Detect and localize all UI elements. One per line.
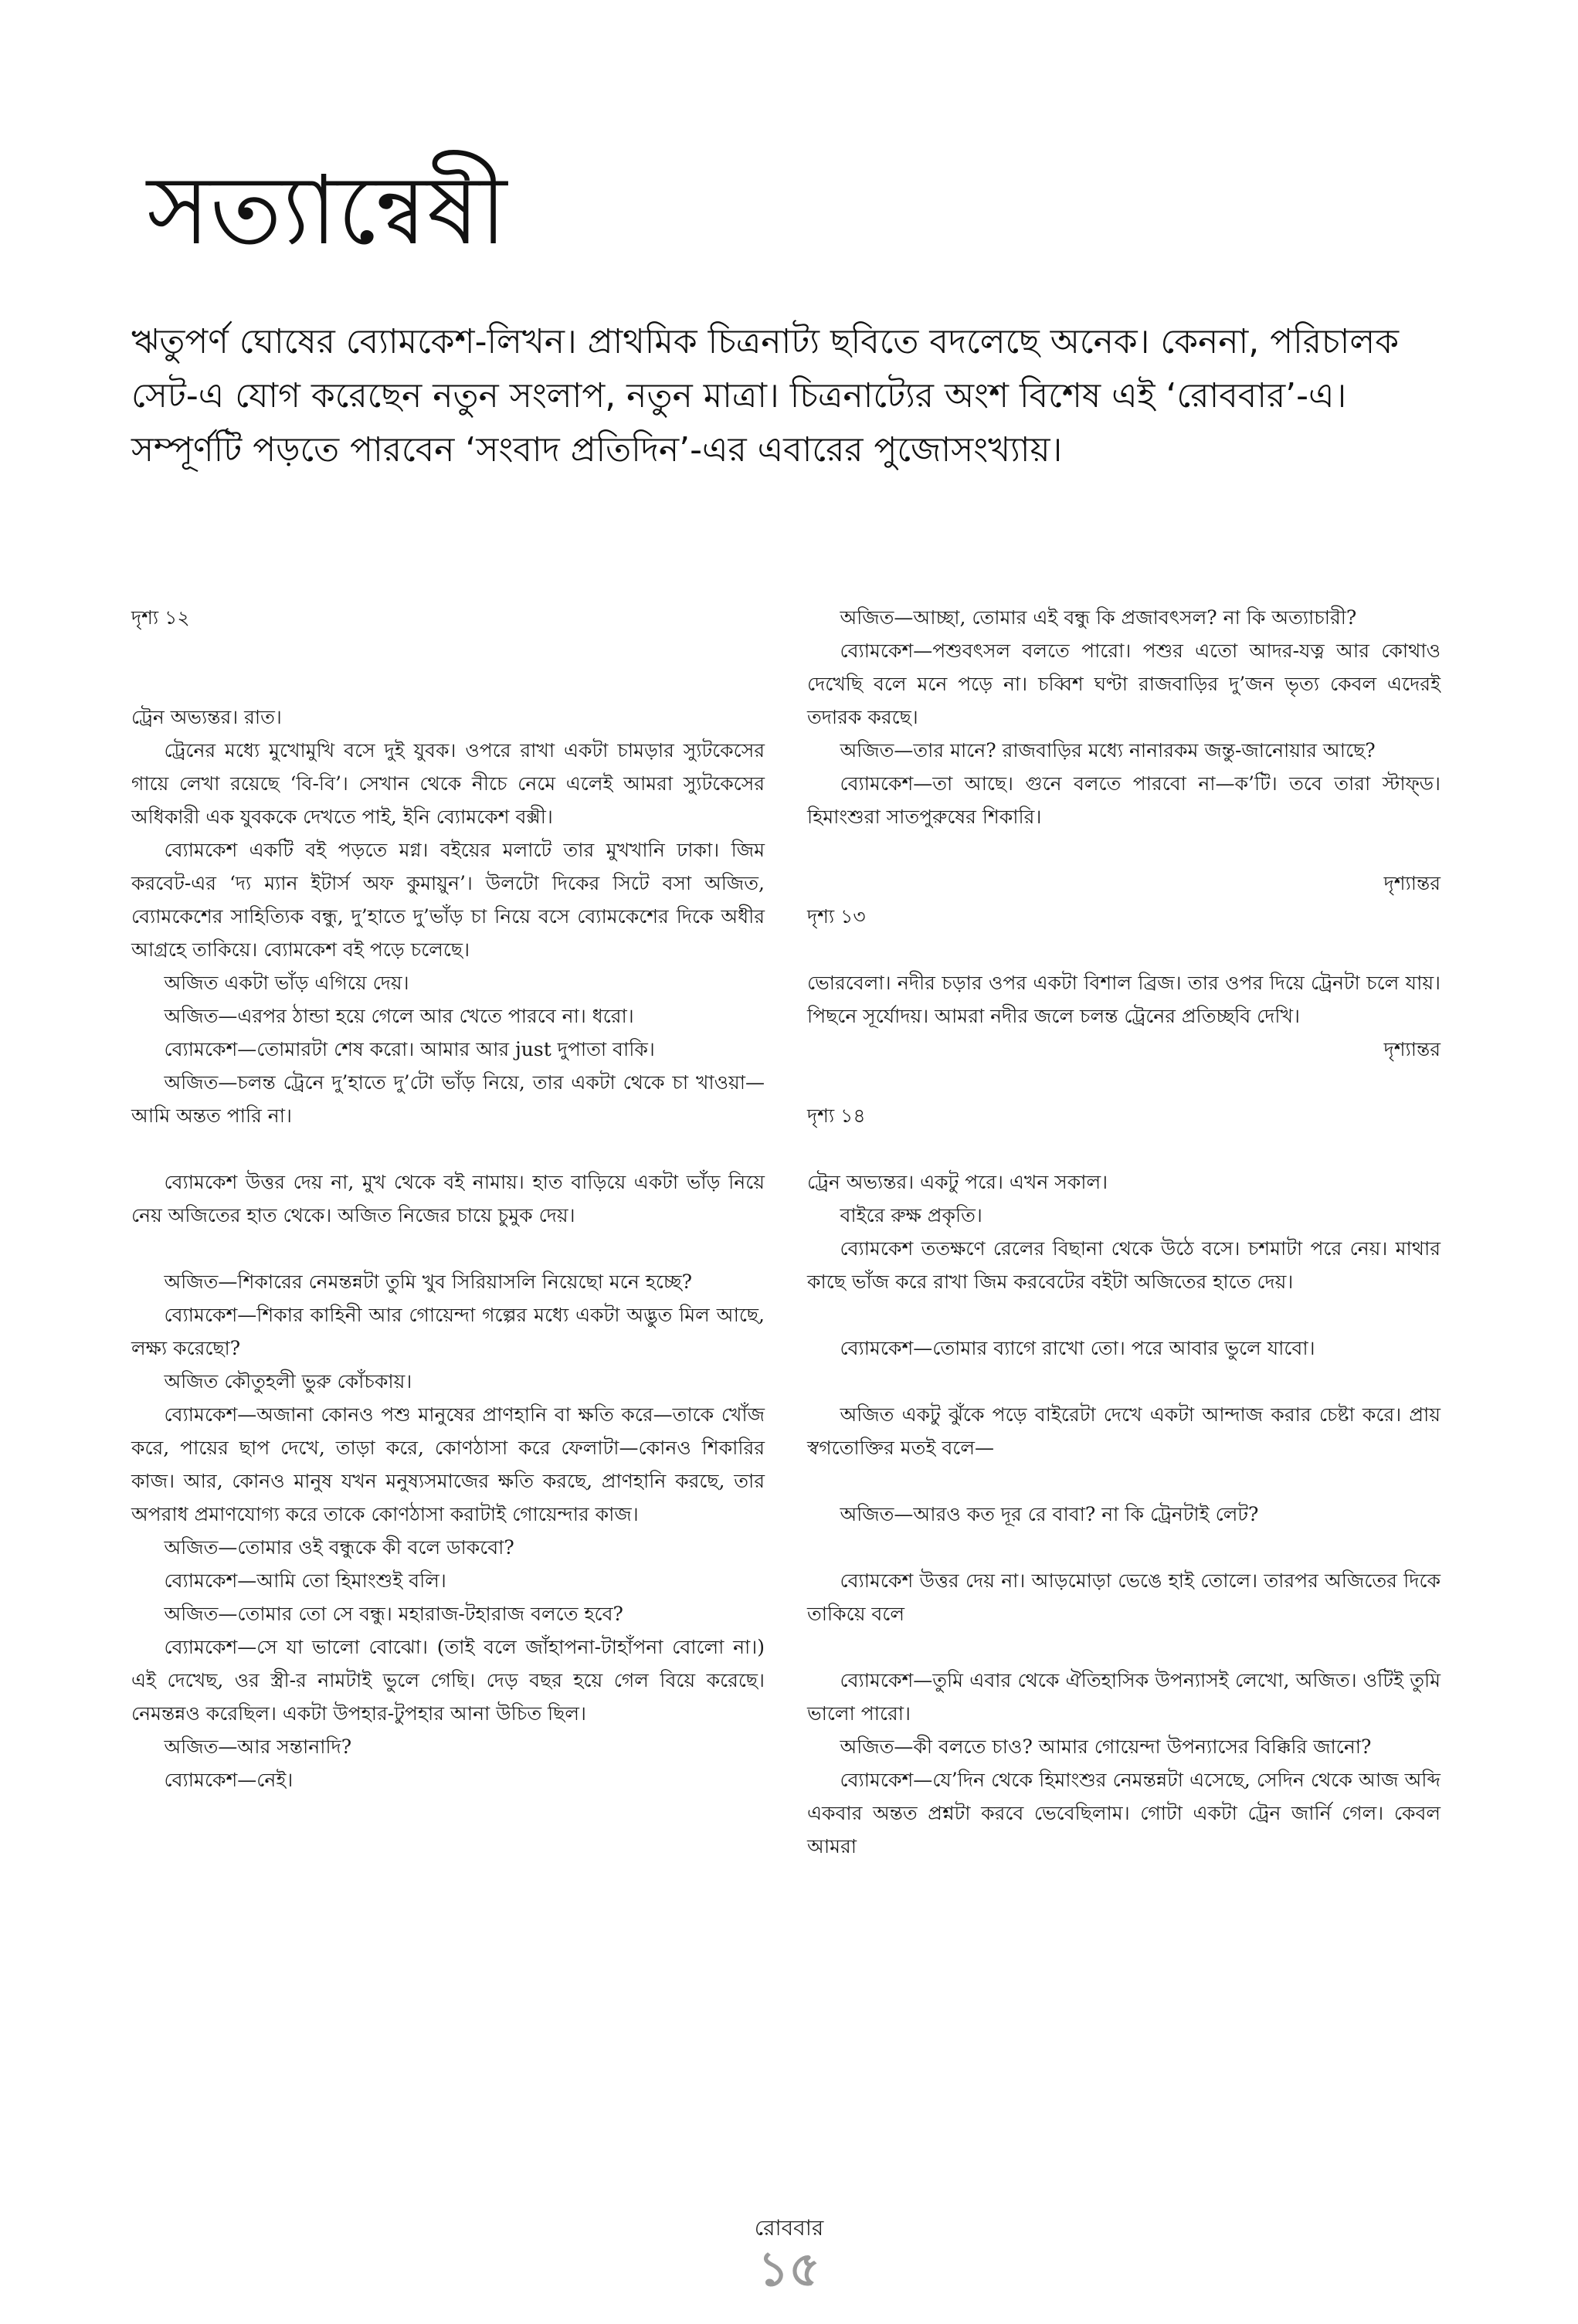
paragraph: ট্রেনের মধ্যে মুখোমুখি বসে দুই যুবক। ওপরে রাখা একটা চামড়ার স্যুটকেসের গায়ে লেখা রয়েছে ‘বি-বি’। সেখান থেকে নীচে নেমে এলেই আমরা স্যুটকেসের অধিকারী এক যুবককে দেখতে পাই, ইনি ব্যোমকেশ বক্সী। [131, 739, 765, 828]
dialogue: অজিত—কী বলতে চাও? আমার গোয়েন্দা উপন্যাসের বিক্কিরি জানো? [840, 1735, 1372, 1758]
spacer [807, 1531, 1441, 1564]
page-footer [0, 2215, 1578, 2297]
scene-heading: দৃশ্য ১৪ [807, 1104, 866, 1127]
page-title: সত্যান্বেষী [147, 155, 507, 266]
dialogue: ব্যোমকেশ—যে’দিন থেকে হিমাংশুর নেমন্তন্নটা এসেছে, সেদিন থেকে আজ অব্দি একবার অন্তত প্রশ্নটা করবে ভেবেছিলাম। গোটা একটা ট্রেন জার্নি গেল। কেবল আমরা [807, 1769, 1441, 1858]
dialogue: ব্যোমকেশ—তা আছে। গুনে বলতে পারবো না—ক’টি। তবে তারা স্টাফ্‌ড। হিমাংশুরা সাতপুরুষের শিকারি। [807, 772, 1441, 828]
page-number: ১৫ [758, 2241, 820, 2297]
spacer [807, 833, 1441, 867]
dialogue: অজিত—আর সন্তানাদি? [164, 1735, 352, 1758]
spacer [807, 1630, 1441, 1664]
dialogue: ব্যোমকেশ—পশুবৎসল বলতে পারো। পশুর এতো আদর-যত্ন আর কোথাও দেখেছি বলে মনে পড়ে না। চব্বিশ ঘণ্টা রাজবাড়ির দু’জন ভৃত্য কেবল এদেরই তদারক করছে। [807, 640, 1441, 728]
scene-transition: দৃশ্যান্তর [1383, 872, 1441, 894]
intro-paragraph: ঋতুপর্ণ ঘোষের ব্যোমকেশ-লিখন। প্রাথমিক চিত্রনাট্য ছবিতে বদলেছে অনেক। কেননা, পরিচালক সেট-এ যোগ করেছেন নতুন সংলাপ, নতুন মাত্রা। চিত্রনাট্যের অংশ বিশেষ এই ‘রোববার’-এ। সম্পূর্ণটি পড়তে পারবেন ‘সংবাদ প্রতিদিন’-এর এবারের পুজোসংখ্যায়। [131, 322, 1399, 470]
spacer [807, 933, 1441, 966]
dialogue: ব্যোমকেশ—আমি তো হিমাংশুই বলি। [164, 1569, 446, 1592]
dialogue: অজিত—আরও কত দূর রে বাবা? না কি ট্রেনটাই লেট? [840, 1503, 1259, 1525]
left-column [131, 601, 765, 1796]
dialogue: ব্যোমকেশ—শিকার কাহিনী আর গোয়েন্দা গল্পের মধ্যে একটা অদ্ভুত মিল আছে, লক্ষ্য করেছো? [131, 1304, 765, 1359]
scene-setting: ট্রেন অভ্যন্তর। একটু পরে। এখন সকাল। [807, 1171, 1108, 1193]
dialogue: ব্যোমকেশ—সে যা ভালো বোঝো। (তাই বলে জাঁহাপনা-টাহাঁপনা বোলো না।) এই দেখেছ, ওর স্ত্রী-র নামটাই ভুলে গেছি। দেড় বছর হয়ে গেল বিয়ে করেছে। নেমন্তন্নও করেছিল। একটা উপহার-টুপহার আনা উচিত ছিল। [131, 1636, 765, 1725]
dialogue: অজিত—তোমার ওই বন্ধুকে কী বলে ডাকবো? [164, 1536, 514, 1559]
dialogue: অজিত—তোমার তো সে বন্ধু। মহারাজ-টহারাজ বলতে হবে? [164, 1603, 623, 1625]
scene-heading: দৃশ্য ১২ [131, 606, 190, 629]
paragraph: ব্যোমকেশ ততক্ষণে রেলের বিছানা থেকে উঠে বসে। চশমাটা পরে নেয়। মাথার কাছে ভাঁজ করে রাখা জিম করবেটের বইটা অজিতের হাতে দেয়। [807, 1237, 1441, 1293]
dialogue: অজিত—শিকারের নেমন্তন্নটা তুমি খুব সিরিয়াসলি নিয়েছো মনে হচ্ছে? [164, 1271, 692, 1293]
dialogue: অজিত—তার মানে? রাজবাড়ির মধ্যে নানারকম জন্তু-জানোয়ার আছে? [840, 739, 1376, 762]
spacer [131, 1132, 765, 1165]
dialogue: ব্যোমকেশ—অজানা কোনও পশু মানুষের প্রাণহানি বা ক্ষতি করে—তাকে খোঁজ করে, পায়ের ছাপ দেখে, তাড়া করে, কোণঠাসা করে ফেলাটা—কোনও শিকারির কাজ। আর, কোনও মানুষ যখন মনুষ্যসমাজের ক্ষতি করছে, প্রাণহানি করছে, তার অপরাধ প্রমাণযোগ্য করে তাকে কোণঠাসা করাটাই গোয়েন্দার কাজ। [131, 1403, 765, 1525]
paragraph: বাইরে রুক্ষ প্রকৃতি। [840, 1204, 982, 1226]
spacer [807, 1464, 1441, 1498]
paragraph: ব্যোমকেশ উত্তর দেয় না। আড়মোড়া ভেঙে হাই তোলে। তারপর অজিতের দিকে তাকিয়ে বলে [807, 1569, 1441, 1625]
spacer [807, 1298, 1441, 1332]
paragraph: অজিত একটু ঝুঁকে পড়ে বাইরেটা দেখে একটা আন্দাজ করার চেষ্টা করে। প্রায় স্বগতোক্তির মতই বলে— [807, 1403, 1441, 1459]
magazine-name: রোববার [754, 2215, 824, 2241]
right-column [807, 601, 1441, 1863]
paragraph: ভোরবেলা। নদীর চড়ার ওপর একটা বিশাল ব্রিজ। তার ওপর দিয়ে ট্রেনটা চলে যায়। পিছনে সূর্যোদয়। আমরা নদীর জলে চলন্ত ট্রেনের প্রতিচ্ছবি দেখি। [807, 972, 1441, 1027]
scene-setting: ট্রেন অভ্যন্তর। রাত। [131, 706, 282, 728]
paragraph: অজিত কৌতুহলী ভুরু কোঁচকায়। [164, 1370, 412, 1393]
dialogue: ব্যোমকেশ—নেই। [164, 1769, 294, 1791]
dialogue: ব্যোমকেশ—তোমারটা শেষ করো। আমার আর just দুপাতা বাকি। [164, 1038, 655, 1060]
dialogue: অজিত—চলন্ত ট্রেনে দু’হাতে দু’টো ভাঁড় নিয়ে, তার একটা থেকে চা খাওয়া—আমি অন্তত পারি না। [131, 1071, 765, 1127]
spacer [131, 634, 765, 701]
dialogue: ব্যোমকেশ—তুমি এবার থেকে ঐতিহাসিক উপন্যাসই লেখো, অজিত। ওটিই তুমি ভালো পারো। [807, 1669, 1441, 1725]
paragraph: অজিত একটা ভাঁড় এগিয়ে দেয়। [164, 972, 409, 994]
dialogue: অজিত—আচ্ছা, তোমার এই বন্ধু কি প্রজাবৎসল? না কি অত্যাচারী? [840, 606, 1357, 629]
spacer [807, 1066, 1441, 1099]
scene-transition: দৃশ্যান্তর [1383, 1038, 1441, 1060]
scene-heading: দৃশ্য ১৩ [807, 905, 866, 928]
dialogue: ব্যোমকেশ—তোমার ব্যাগে রাখো তো। পরে আবার ভুলে যাবো। [840, 1337, 1315, 1359]
spacer [807, 1365, 1441, 1398]
spacer [807, 1132, 1441, 1165]
dialogue: অজিত—এরপর ঠান্ডা হয়ে গেলে আর খেতে পারবে না। ধরো। [164, 1005, 634, 1027]
paragraph: ব্যোমকেশ একটি বই পড়তে মগ্ন। বইয়ের মলাটে তার মুখখানি ঢাকা। জিম করবেট-এর ‘দ্য ম্যান ইটার্স অফ কুমায়ুন’। উলটো দিকের সিটে বসা অজিত, ব্যোমকেশের সাহিত্যিক বন্ধু, দু’হাতে দু’ভাঁড় চা নিয়ে বসে ব্যোমকেশের দিকে অধীর আগ্রহে তাকিয়ে। ব্যোমকেশ বই পড়ে চলেছে। [131, 839, 765, 961]
spacer [131, 1232, 765, 1265]
paragraph: ব্যোমকেশ উত্তর দেয় না, মুখ থেকে বই নামায়। হাত বাড়িয়ে একটা ভাঁড় নিয়ে নেয় অজিতের হাত থেকে। অজিত নিজের চায়ে চুমুক দেয়। [131, 1171, 765, 1226]
